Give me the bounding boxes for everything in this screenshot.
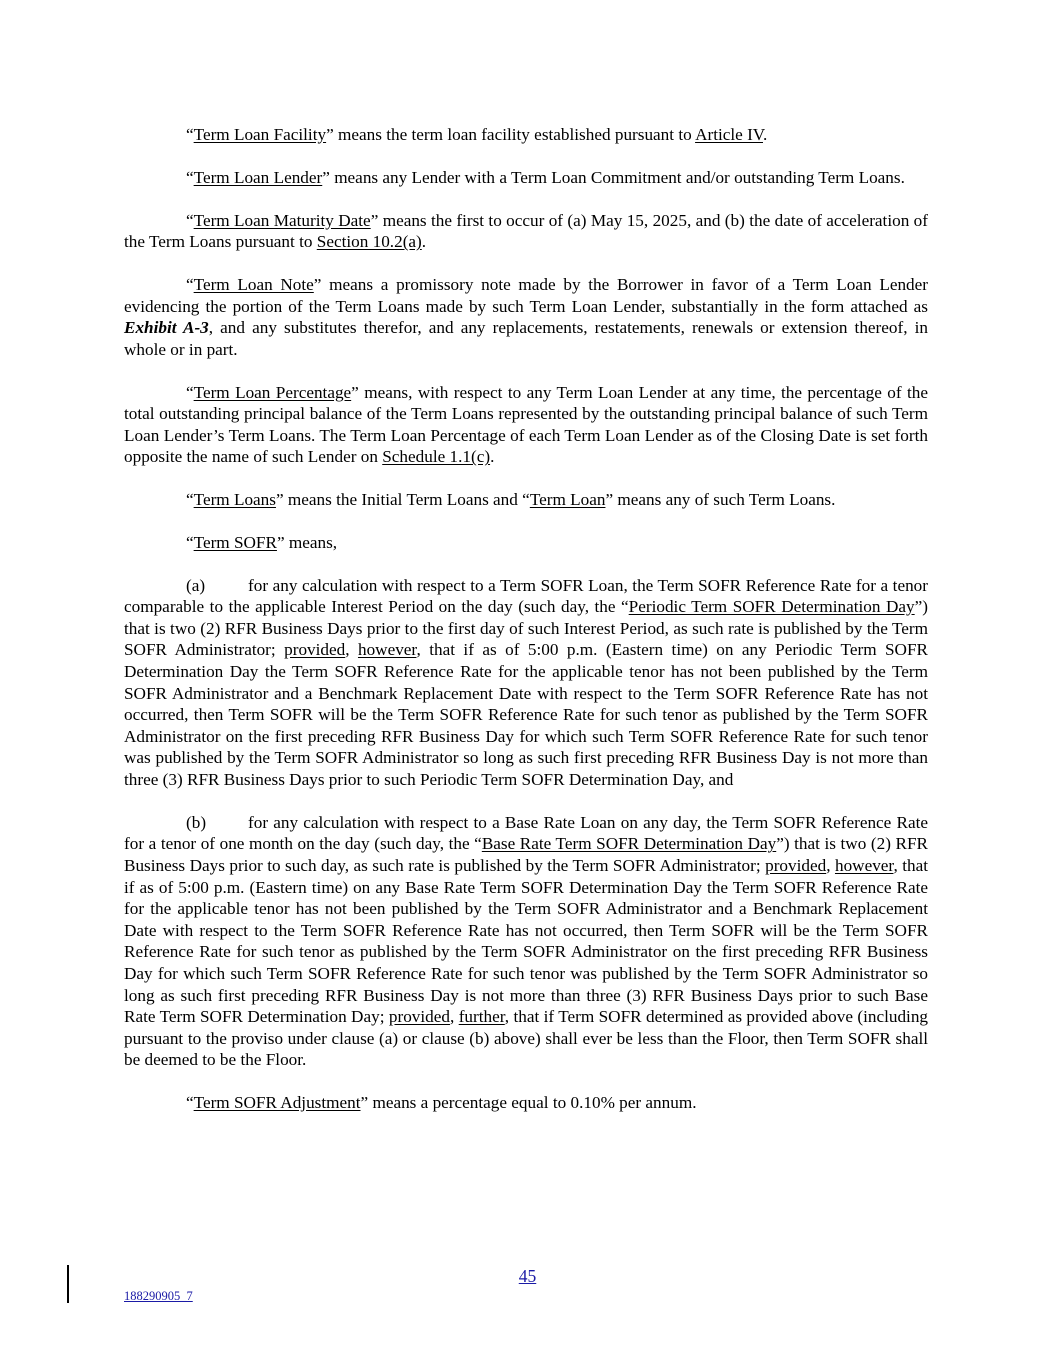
open-quote: “ bbox=[186, 125, 194, 144]
definition-text: means, bbox=[284, 532, 338, 552]
defined-term: Term SOFR Adjustment bbox=[193, 1093, 361, 1113]
definition-term-loan-lender bbox=[124, 167, 928, 189]
close-quote: ” bbox=[351, 382, 359, 402]
definition-term-sofr-adjustment bbox=[124, 1092, 928, 1114]
definition-term-sofr bbox=[124, 532, 928, 554]
definition-text: . bbox=[421, 232, 427, 252]
document-id: 188290905_7 bbox=[124, 1289, 193, 1303]
definition-text: . bbox=[490, 447, 495, 467]
close-quote: ” bbox=[370, 210, 379, 230]
proviso-word: provided bbox=[388, 1007, 450, 1027]
definition-text: . bbox=[763, 125, 768, 144]
defined-term: Term Loan Lender bbox=[193, 167, 323, 187]
proviso-word: provided bbox=[284, 640, 346, 660]
cross-reference: Article IV bbox=[695, 125, 763, 144]
defined-term: Term Loan Facility bbox=[193, 125, 327, 144]
definition-text: means a percentage equal to 0.10% per annum. bbox=[368, 1093, 697, 1113]
clause-text: ”) that is two (2) RFR Business Days prior to such day, as such rate is published by the Term SOFR Administrator; bbox=[124, 834, 928, 875]
close-quote: ” bbox=[326, 125, 334, 144]
open-quote: “ bbox=[186, 382, 194, 402]
definition-term-loan-facility bbox=[124, 124, 928, 146]
clause-text: , that if as of 5:00 p.m. (Eastern time) on any Periodic Term SOFR Determination Day the Term SOFR Reference Rate for the applicable tenor has not been published by the Term SOFR Administrator and a Benchmark Replacement Date with respect to the Term SOFR Reference Rate has not occurred, then Term SOFR will be the Term SOFR Reference Rate for such tenor as published by the Term SOFR Administrator on the first preceding RFR Business Day for which such Term SOFR Reference Rate for such tenor was published by the Term SOFR Administrator so long as such first preceding RFR Business Day is not more than three (3) RFR Business Days prior to such Periodic Term SOFR Determination Day, and bbox=[124, 640, 928, 789]
proviso-word: however bbox=[357, 640, 417, 660]
clause-label: (a) bbox=[186, 575, 206, 595]
defined-term: Term Loan Note bbox=[193, 274, 314, 294]
cross-reference: Schedule 1.1(c) bbox=[382, 447, 491, 467]
clause-text: for any calculation with respect to a Base Rate Loan on any day, the Term SOFR Reference Rate for a tenor of one month on the day (such day, the “ bbox=[124, 812, 928, 854]
definition-text: ” means any of such Term Loans. bbox=[605, 490, 836, 510]
proviso-word: further bbox=[458, 1007, 505, 1027]
clause-text: , that if as of 5:00 p.m. (Eastern time) on any Base Rate Term SOFR Determination Day the Term SOFR Reference Rate for the applicable tenor has not been published by the Term SOFR Administrator and a Benchmark Replacement Date with respect to the Term SOFR Reference Rate has not occurred, then Term SOFR will be the Term SOFR Reference Rate for such tenor as published by the Term SOFR Administrator on the first preceding RFR Business Day for which such Term SOFR Reference Rate for such tenor was published by the Term SOFR Administrator so long as such first preceding RFR Business Day is not more than three (3) RFR Business Days prior to such Base Rate Term SOFR Determination Day; bbox=[124, 855, 928, 1027]
clause-text: , bbox=[449, 1007, 459, 1027]
definition-text: means any Lender with a Term Loan Commitment and/or outstanding Term Loans. bbox=[329, 167, 905, 187]
clause-text: , bbox=[826, 855, 835, 875]
defined-term: Term Loan bbox=[529, 490, 606, 510]
definition-term-loan-note bbox=[124, 274, 928, 360]
defined-term: Term SOFR bbox=[193, 532, 277, 552]
definition-text: means the term loan facility established pursuant to bbox=[333, 125, 696, 144]
defined-term: Periodic Term SOFR Determination Day bbox=[628, 597, 915, 617]
clause-text: for any calculation with respect to a Term SOFR Loan, the Term SOFR Reference Rate for a tenor comparable to the applicable Interest Period on the day (such day, the “ bbox=[124, 575, 928, 617]
defined-term: Base Rate Term SOFR Determination Day bbox=[481, 834, 777, 854]
cross-reference: Section 10.2(a) bbox=[316, 232, 422, 252]
defined-term: Term Loan Percentage bbox=[193, 382, 352, 402]
open-quote: “ bbox=[186, 1093, 194, 1113]
definition-text: means, with respect to any Term Loan Lender at any time, the percentage of the total outstanding principal balance of the Term Loans represented by the outstanding principal balance of such Term Loan Lender’s Term Loans. The Term Loan Percentage of each Term Loan Lender as of the Closing Date is set forth opposite the name of such Lender on bbox=[124, 382, 928, 467]
definition-term-loan-percentage bbox=[124, 382, 928, 468]
close-quote: ” bbox=[360, 1093, 369, 1113]
proviso-word: provided bbox=[765, 855, 827, 875]
open-quote: “ bbox=[186, 532, 194, 552]
open-quote: “ bbox=[186, 167, 194, 187]
clause-b bbox=[124, 812, 928, 1071]
clause-text: , that if Term SOFR determined as provided above (including pursuant to the proviso under clause (a) or clause (b) above) shall ever be less than the Floor, then Term SOFR shall be deemed to be the Floor. bbox=[124, 1007, 929, 1070]
open-quote: “ bbox=[186, 490, 194, 510]
clause-text: , bbox=[345, 640, 358, 660]
definition-text: means the first to occur of (a) May 15, 2025, and (b) the date of acceleration of the Term Loans pursuant to bbox=[124, 210, 928, 252]
definition-text: means the Initial Term Loans and “ bbox=[283, 490, 530, 510]
defined-term: Term Loans bbox=[193, 490, 276, 510]
open-quote: “ bbox=[186, 274, 194, 294]
close-quote: ” bbox=[322, 167, 330, 187]
close-quote: ” bbox=[313, 274, 322, 294]
close-quote: ” bbox=[275, 490, 284, 510]
proviso-word: however bbox=[834, 855, 894, 875]
definition-text: , and any substitutes therefor, and any replacements, restatements, renewals or extension thereof, in whole or in part. bbox=[124, 318, 928, 359]
definition-text: means a promissory note made by the Borrower in favor of a Term Loan Lender evidencing the portion of the Term Loans made by such Term Loan Lender, substantially in the form attached as bbox=[124, 274, 928, 316]
defined-term: Term Loan Maturity Date bbox=[193, 210, 371, 230]
document-body bbox=[124, 124, 928, 1135]
open-quote: “ bbox=[186, 210, 194, 230]
exhibit-reference: Exhibit A-3 bbox=[124, 318, 209, 338]
definition-term-loans bbox=[124, 489, 928, 511]
clause-a bbox=[124, 575, 928, 791]
definition-term-loan-maturity-date bbox=[124, 210, 928, 253]
close-quote: ” bbox=[276, 532, 285, 552]
clause-label: (b) bbox=[186, 812, 207, 832]
page-number: 45 bbox=[518, 1266, 537, 1286]
clause-text: ”) that is two (2) RFR Business Days prior to the first day of such Interest Period, as such rate is published by the Term SOFR Administrator; bbox=[124, 597, 929, 660]
